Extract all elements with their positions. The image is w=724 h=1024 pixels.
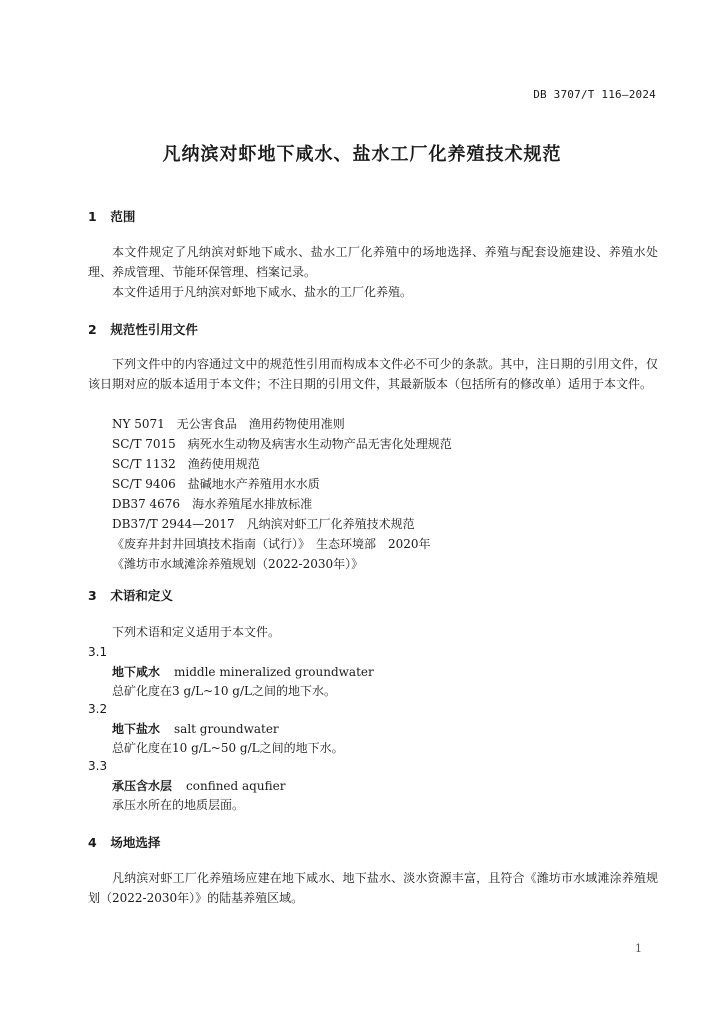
- page-number: 1: [635, 942, 642, 955]
- standard-code: DB 3707/T 116—2024: [533, 88, 656, 101]
- normative-intro: 下列文件中的内容通过文中的规范性引用而构成本文件必不可少的条款。其中，注日期的引用文件，仅该日期对应的版本适用于本文件；不注日期的引用文件，其最新版本（包括所有的修改单）适用于本文件。: [88, 357, 658, 391]
- reference-item: SC/T 1132 渔药使用规范: [112, 457, 260, 471]
- term-name: [112, 720, 279, 737]
- reference-item: NY 5071 无公害食品 渔用药物使用准则: [112, 417, 345, 431]
- section-title: 术语和定义: [110, 588, 173, 603]
- section-4-heading: [88, 833, 160, 851]
- reference-item: SC/T 7015 病死水生动物及病害水生动物产品无害化处理规范: [112, 437, 452, 451]
- term-definition: 总矿化度在3 g/L~10 g/L之间的地下水。: [112, 684, 336, 698]
- term-definition: 总矿化度在10 g/L~50 g/L之间的地下水。: [112, 741, 344, 755]
- section-title: 规范性引用文件: [110, 322, 198, 337]
- section-number: 2: [88, 322, 97, 337]
- reference-item: DB37 4676 海水养殖尾水排放标准: [112, 497, 313, 511]
- term-name: [112, 663, 374, 680]
- reference-item: SC/T 9406 盐碱地水产养殖用水水质: [112, 477, 320, 491]
- scope-paragraph-1: 本文件规定了凡纳滨对虾地下咸水、盐水工厂化养殖中的场地选择、养殖与配套设施建设、养殖水处理、养成管理、节能环保管理、档案记录。: [88, 245, 658, 279]
- section-number: 1: [88, 209, 97, 224]
- term-number: 3.3: [88, 759, 108, 773]
- reference-item: 《潍坊市水域滩涂养殖规划（2022-2030年）》: [112, 557, 364, 571]
- section-3-heading: [88, 586, 173, 604]
- term-name-en: confined aqufier: [186, 779, 286, 793]
- term-name-cn: 地下咸水: [112, 665, 161, 679]
- section-1-heading: [88, 207, 135, 225]
- term-definition: 承压水所在的地质层面。: [112, 798, 245, 812]
- term-number: 3.2: [88, 702, 108, 716]
- term-number: 3.1: [88, 645, 108, 659]
- section-2-heading: [88, 320, 198, 338]
- term-name: [112, 777, 285, 794]
- term-name-cn: 承压含水层: [112, 779, 173, 793]
- section-number: 4: [88, 835, 97, 850]
- document-title: 凡纳滨对虾地下咸水、盐水工厂化养殖技术规范: [162, 144, 562, 165]
- site-paragraph-1: 凡纳滨对虾工厂化养殖场应建在地下咸水、地下盐水、淡水资源丰富，且符合《潍坊市水域滩涂养殖规划（2022-2030年）》的陆基养殖区域。: [88, 871, 658, 905]
- reference-item: DB37/T 2944—2017 凡纳滨对虾工厂化养殖技术规范: [112, 517, 415, 531]
- term-name-en: salt groundwater: [174, 722, 279, 736]
- section-number: 3: [88, 588, 97, 603]
- reference-item: 《废弃井封井回填技术指南（试行）》 生态环境部 2020年: [112, 537, 431, 551]
- scope-paragraph-2: 本文件适用于凡纳滨对虾地下咸水、盐水的工厂化养殖。: [112, 285, 413, 299]
- terms-intro: 下列术语和定义适用于本文件。: [112, 625, 281, 639]
- section-title: 场地选择: [110, 835, 161, 850]
- term-name-cn: 地下盐水: [112, 722, 161, 736]
- section-title: 范围: [110, 209, 136, 224]
- term-name-en: middle mineralized groundwater: [174, 665, 374, 679]
